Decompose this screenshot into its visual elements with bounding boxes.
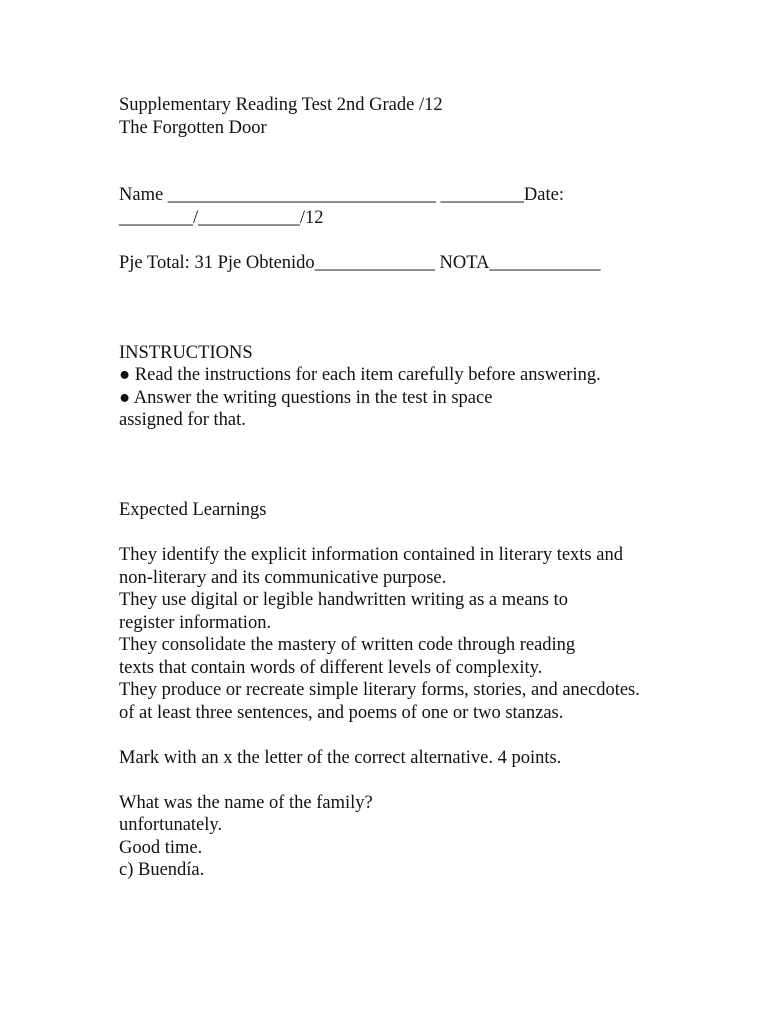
spacer <box>119 769 739 792</box>
document-page <box>119 94 739 882</box>
date-field-line: ________/___________/12 <box>119 207 324 228</box>
answer-option-c: c) Buendía. <box>119 860 205 880</box>
spacer <box>119 432 739 500</box>
spacer <box>119 274 739 342</box>
question-prompt: What was the name of the family? <box>119 792 373 813</box>
learning-line: of at least three sentences, and poems of one or two stanzas. <box>119 702 564 723</box>
learning-line: register information. <box>119 612 272 633</box>
instruction-item: ● Answer the writing questions in the test in space <box>119 387 493 408</box>
learning-line: non-literary and its communicative purpose. <box>119 567 447 588</box>
spacer <box>119 522 739 545</box>
learning-line: They produce or recreate simple literary forms, stories, and anecdotes. <box>119 680 640 700</box>
document-title: Supplementary Reading Test 2nd Grade /12 <box>119 95 443 115</box>
answer-option-a: unfortunately. <box>119 815 223 835</box>
answer-option-b: Good time. <box>119 837 203 858</box>
section-instruction: Mark with an x the letter of the correct alternative. 4 points. <box>119 747 562 768</box>
spacer <box>119 229 739 252</box>
spacer <box>119 139 739 184</box>
learning-line: texts that contain words of different levels of complexity. <box>119 657 543 678</box>
document-subtitle: The Forgotten Door <box>119 117 267 138</box>
learning-line: They identify the explicit information contained in literary texts and <box>119 545 623 565</box>
learnings-heading: Expected Learnings <box>119 500 267 520</box>
learning-line: They use digital or legible handwritten writing as a means to <box>119 590 569 610</box>
instruction-item: ● Read the instructions for each item carefully before answering. <box>119 365 601 385</box>
instruction-item: assigned for that. <box>119 410 246 430</box>
instructions-heading: INSTRUCTIONS <box>119 342 253 363</box>
learning-line: They consolidate the mastery of written code through reading <box>119 635 576 655</box>
spacer <box>119 724 739 747</box>
name-field-line: Name _____________________________ _________Date: <box>119 185 564 205</box>
score-line: Pje Total: 31 Pje Obtenido_____________ NOTA____________ <box>119 252 601 273</box>
